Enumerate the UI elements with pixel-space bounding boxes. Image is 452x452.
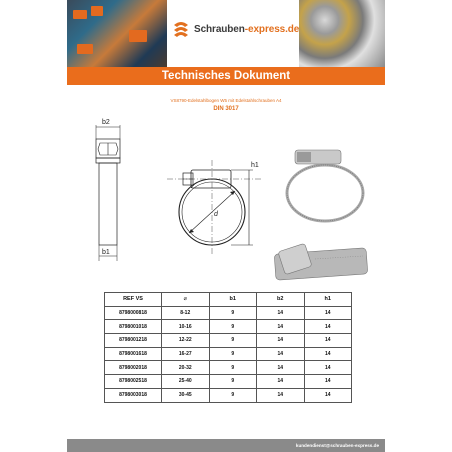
header-diameter: ⌀ (162, 293, 210, 307)
cell-diameter: 12-22 (162, 334, 210, 348)
product-subtitle: VS8790-Edelstahlbogen W5 mit Edelstahlschrauben A4 (170, 98, 282, 103)
header-b1: b1 (209, 293, 257, 307)
cell-diameter: 25-40 (162, 375, 210, 389)
label-b2: b2 (102, 119, 110, 126)
cell-h1: 14 (304, 388, 352, 402)
cell-b1: 9 (209, 347, 257, 361)
cell-diameter: 20-32 (162, 361, 210, 375)
cell-ref: 8798001618 (105, 347, 162, 361)
workshop-photo (67, 0, 167, 67)
cell-diameter: 10-16 (162, 320, 210, 334)
technical-drawing (67, 115, 385, 285)
cell-ref: 8798002518 (105, 375, 162, 389)
cell-b1: 9 (209, 306, 257, 320)
cell-b1: 9 (209, 375, 257, 389)
table-row (105, 320, 352, 334)
table-row (105, 334, 352, 348)
label-b1: b1 (102, 249, 110, 256)
cell-ref: 8798002018 (105, 361, 162, 375)
standard-label: DIN 3017 (213, 106, 239, 112)
table-row (105, 361, 352, 375)
cell-diameter: 16-27 (162, 347, 210, 361)
cell-b2: 14 (257, 388, 305, 402)
document-title: Technisches Dokument (161, 70, 291, 82)
table-row (105, 306, 352, 320)
cell-h1: 14 (304, 306, 352, 320)
cell-b2: 14 (257, 361, 305, 375)
cell-h1: 14 (304, 361, 352, 375)
screws-photo (299, 0, 385, 67)
product-photo-strap (274, 243, 368, 280)
brand-part-1: Schrauben (194, 24, 245, 35)
brand-part-2: -express.de (244, 24, 300, 35)
title-banner (67, 67, 385, 85)
cell-ref: 8798001218 (105, 334, 162, 348)
cell-b2: 14 (257, 306, 305, 320)
cell-diameter: 30-45 (162, 388, 210, 402)
brand-name (194, 24, 299, 35)
logo-area (167, 0, 299, 67)
support-email-link[interactable]: kundendienst@schrauben-express.de (295, 443, 379, 448)
cell-b1: 9 (209, 361, 257, 375)
cell-b1: 9 (209, 334, 257, 348)
cell-ref: 8798001018 (105, 320, 162, 334)
table-row (105, 375, 352, 389)
cell-b1: 9 (209, 320, 257, 334)
label-d: d (214, 211, 218, 218)
label-h1: h1 (251, 162, 259, 169)
dimensions-table-container (104, 292, 352, 403)
cell-h1: 14 (304, 334, 352, 348)
table-row (105, 347, 352, 361)
cell-diameter: 8-12 (162, 306, 210, 320)
side-view (96, 119, 120, 261)
table-header-row (105, 293, 352, 307)
header-b2: b2 (257, 293, 305, 307)
cell-b2: 14 (257, 347, 305, 361)
header (67, 0, 385, 67)
cell-ref: 8798000818 (105, 306, 162, 320)
cell-h1: 14 (304, 347, 352, 361)
header-h1: h1 (304, 293, 352, 307)
product-photo-clamp (287, 150, 363, 221)
cell-b2: 14 (257, 320, 305, 334)
cell-h1: 14 (304, 320, 352, 334)
front-view (167, 160, 263, 255)
cell-b2: 14 (257, 334, 305, 348)
cell-ref: 8798003018 (105, 388, 162, 402)
dimensions-table (104, 292, 352, 403)
logo-icon (171, 20, 191, 40)
cell-b1: 9 (209, 388, 257, 402)
table-row (105, 388, 352, 402)
header-ref: REF VS (105, 293, 162, 307)
cell-b2: 14 (257, 375, 305, 389)
cell-h1: 14 (304, 375, 352, 389)
footer-bar (67, 439, 385, 452)
